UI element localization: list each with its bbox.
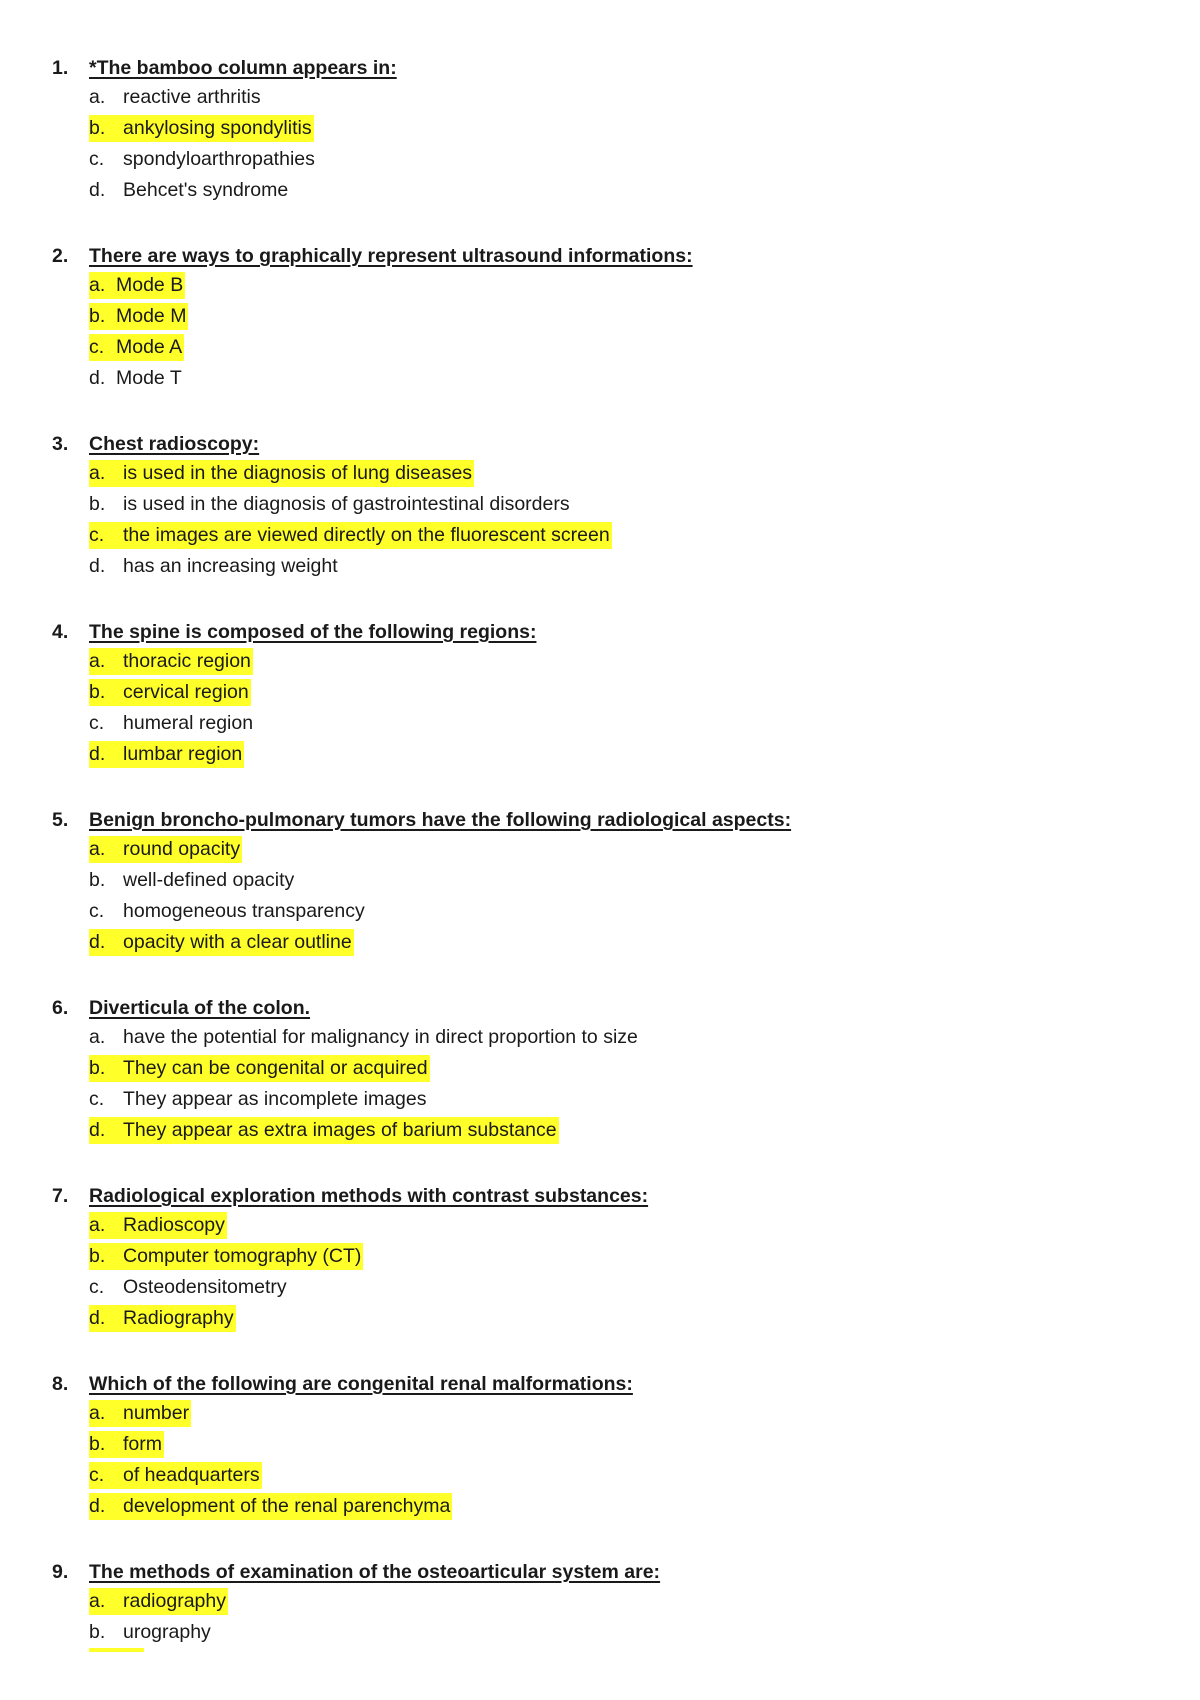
question-number: 3. [52, 433, 69, 455]
option-1d [89, 177, 290, 204]
question-number: 6. [52, 997, 69, 1019]
option-7d [89, 1305, 236, 1332]
option-3d [89, 553, 340, 580]
option-letter: c. [89, 1464, 105, 1486]
option-text: number [123, 1402, 190, 1424]
option-5c [89, 898, 367, 925]
option-text: Behcet's syndrome [123, 179, 289, 201]
question-text: There are ways to graphically represent ultrasound informations: [89, 245, 693, 267]
option-8d [89, 1493, 452, 1520]
option-letter: a. [89, 1402, 106, 1424]
question-heading [52, 54, 397, 82]
option-text: radiography [123, 1590, 226, 1612]
option-text: Radioscopy [123, 1214, 225, 1236]
option-letter: a. [89, 1026, 106, 1048]
question-text: *The bamboo column appears in: [89, 57, 397, 79]
option-letter: c. [89, 148, 105, 170]
option-letter: b. [89, 1057, 106, 1079]
cut-off-highlight [89, 1648, 144, 1652]
option-text: They appear as extra images of barium substance [123, 1119, 557, 1141]
option-text: ankylosing spondylitis [123, 117, 312, 139]
option-8c [89, 1462, 262, 1489]
question-number: 7. [52, 1185, 69, 1207]
option-text: Mode T [116, 367, 182, 389]
option-text: They appear as incomplete images [123, 1088, 427, 1110]
option-text: Radiography [123, 1307, 234, 1329]
option-text: humeral region [123, 712, 254, 734]
question-number: 2. [52, 245, 69, 267]
option-text: urography [123, 1621, 211, 1643]
question-text: Chest radioscopy: [89, 433, 260, 455]
option-letter: a. [89, 1590, 106, 1612]
option-text: opacity with a clear outline [123, 931, 352, 953]
option-4b [89, 679, 251, 706]
option-text: lumbar region [123, 743, 243, 765]
option-letter: d. [89, 1307, 106, 1329]
question-number: 5. [52, 809, 69, 831]
option-letter: d. [89, 179, 106, 201]
question-heading [52, 1558, 660, 1586]
option-8a [89, 1400, 191, 1427]
question-heading [52, 806, 791, 834]
question-text: Which of the following are congenital renal malformations: [89, 1373, 633, 1395]
option-text: reactive arthritis [123, 86, 261, 108]
question-text: Diverticula of the colon. [89, 997, 311, 1019]
option-6b [89, 1055, 430, 1082]
option-text: Mode M [116, 305, 187, 327]
option-letter: d. [89, 743, 106, 765]
question-number: 9. [52, 1561, 69, 1583]
option-9a [89, 1588, 228, 1615]
question-heading [52, 994, 310, 1022]
option-text: cervical region [123, 681, 249, 703]
option-text: has an increasing weight [123, 555, 338, 577]
option-1a [89, 84, 263, 111]
option-text: is used in the diagnosis of lung diseases [123, 462, 473, 484]
option-text: Mode B [116, 274, 184, 296]
option-letter: b. [89, 1245, 106, 1267]
question-number: 8. [52, 1373, 69, 1395]
option-letter: b. [89, 117, 106, 139]
question-heading [52, 1182, 648, 1210]
option-letter: a. [89, 86, 106, 108]
option-text: the images are viewed directly on the fluorescent screen [123, 524, 610, 546]
option-letter: a. [89, 838, 106, 860]
option-9b [89, 1619, 213, 1646]
option-letter: d. [89, 367, 106, 389]
option-text: round opacity [123, 838, 241, 860]
option-letter: c. [89, 712, 105, 734]
option-text: homogeneous transparency [123, 900, 365, 922]
option-letter: d. [89, 555, 106, 577]
option-6c [89, 1086, 429, 1113]
option-text: Mode A [116, 336, 183, 358]
option-letter: d. [89, 931, 106, 953]
option-letter: a. [89, 1214, 106, 1236]
option-letter: c. [89, 900, 105, 922]
option-text: have the potential for malignancy in direct proportion to size [123, 1026, 638, 1048]
option-5d [89, 929, 354, 956]
option-6d [89, 1117, 559, 1144]
question-text: The spine is composed of the following regions: [89, 621, 537, 643]
option-text: Computer tomography (CT) [123, 1245, 362, 1267]
option-4a [89, 648, 253, 675]
option-text: form [123, 1433, 162, 1455]
option-letter: c. [89, 524, 105, 546]
option-letter: b. [89, 869, 106, 891]
option-text: well-defined opacity [123, 869, 295, 891]
option-5b [89, 867, 296, 894]
question-number: 4. [52, 621, 69, 643]
question-text: Radiological exploration methods with contrast substances: [89, 1185, 649, 1207]
option-4d [89, 741, 244, 768]
option-7c [89, 1274, 289, 1301]
option-letter: b. [89, 1433, 106, 1455]
option-letter: b. [89, 305, 106, 327]
question-number: 1. [52, 57, 69, 79]
option-letter: d. [89, 1119, 106, 1141]
option-7a [89, 1212, 227, 1239]
option-text: They can be congenital or acquired [123, 1057, 428, 1079]
option-text: thoracic region [123, 650, 251, 672]
option-1c [89, 146, 317, 173]
option-2d [89, 365, 184, 392]
option-letter: d. [89, 1495, 106, 1517]
option-6a [89, 1024, 640, 1051]
question-heading [52, 430, 259, 458]
option-letter: b. [89, 681, 106, 703]
option-2b [89, 303, 188, 330]
option-letter: a. [89, 650, 106, 672]
question-heading [52, 618, 536, 646]
option-1b [89, 115, 314, 142]
option-letter: c. [89, 336, 105, 358]
option-text: of headquarters [123, 1464, 260, 1486]
option-text: is used in the diagnosis of gastrointestinal disorders [123, 493, 570, 515]
question-heading [52, 1370, 633, 1398]
option-3b [89, 491, 572, 518]
option-5a [89, 836, 242, 863]
option-7b [89, 1243, 363, 1270]
option-text: Osteodensitometry [123, 1276, 287, 1298]
option-8b [89, 1431, 164, 1458]
option-3a [89, 460, 474, 487]
option-letter: a. [89, 462, 106, 484]
option-letter: b. [89, 1621, 106, 1643]
option-letter: b. [89, 493, 106, 515]
option-2a [89, 272, 185, 299]
option-letter: c. [89, 1276, 105, 1298]
option-2c [89, 334, 184, 361]
question-text: Benign broncho-pulmonary tumors have the following radiological aspects: [89, 809, 792, 831]
option-letter: c. [89, 1088, 105, 1110]
option-text: spondyloarthropathies [123, 148, 315, 170]
option-letter: a. [89, 274, 106, 296]
question-heading [52, 242, 693, 270]
option-text: development of the renal parenchyma [123, 1495, 451, 1517]
option-4c [89, 710, 255, 737]
question-text: The methods of examination of the osteoarticular system are: [89, 1561, 661, 1583]
option-3c [89, 522, 612, 549]
